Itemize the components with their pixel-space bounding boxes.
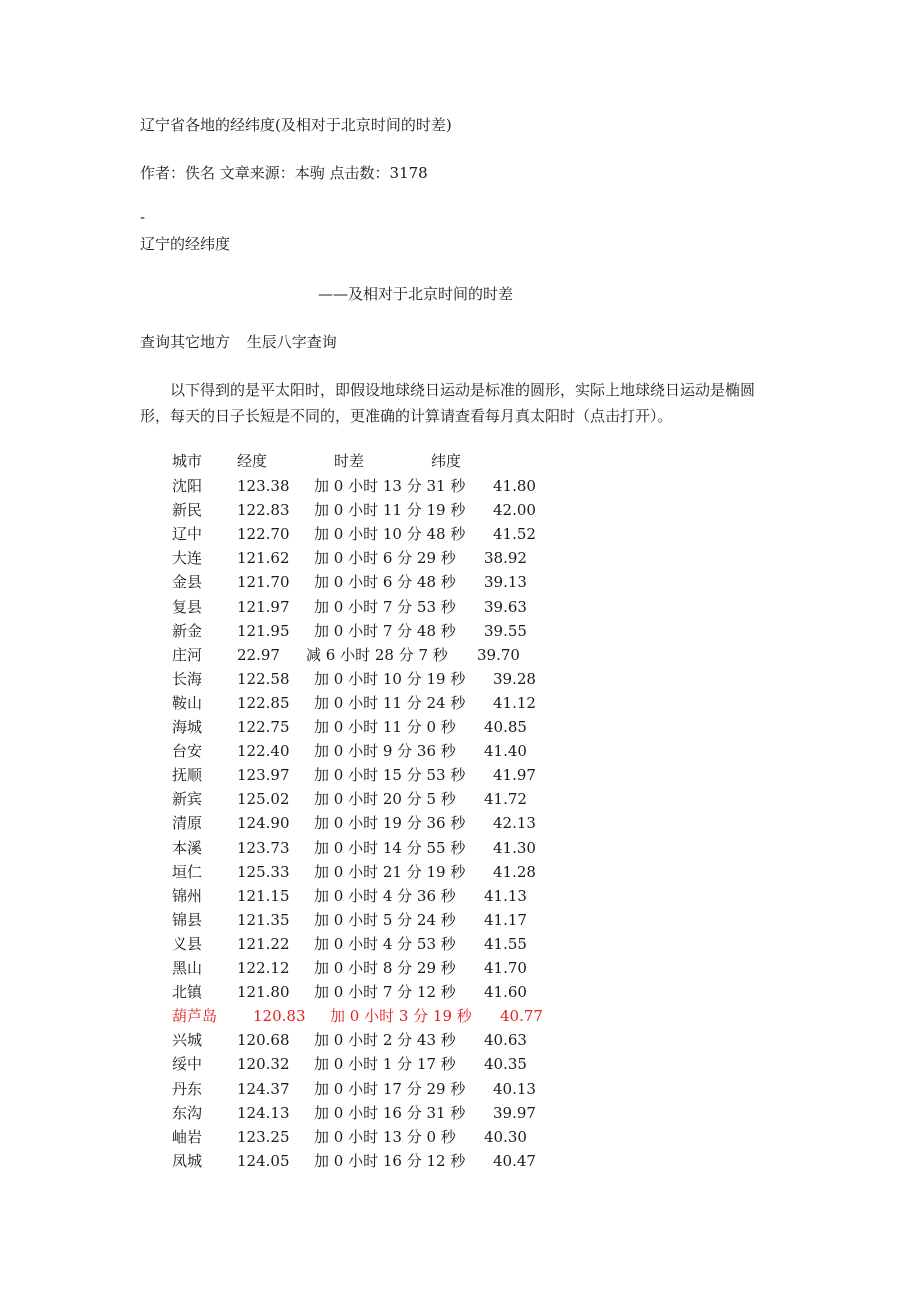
cell-city: 黑山 (172, 959, 203, 977)
cell-latitude: 41.55 (484, 935, 527, 953)
table-row (0, 863, 920, 887)
cell-time-diff: 加 0 小时 20 分 5 秒 (314, 790, 456, 808)
cell-city: 凤城 (172, 1152, 203, 1170)
header-city: 城市 (172, 452, 203, 470)
header-longitude: 经度 (237, 452, 268, 470)
cell-longitude: 124.13 (237, 1104, 290, 1122)
cell-longitude: 121.95 (237, 622, 290, 640)
cell-latitude: 40.30 (484, 1128, 527, 1146)
cell-latitude: 41.52 (493, 525, 536, 543)
links-line (140, 333, 337, 351)
table-row (0, 911, 920, 935)
cell-city: 锦州 (172, 887, 203, 905)
cell-city: 新民 (172, 501, 203, 519)
cell-city: 海城 (172, 718, 203, 736)
cell-time-diff: 加 0 小时 3 分 19 秒 (330, 1007, 472, 1025)
cell-longitude: 122.70 (237, 525, 290, 543)
cell-time-diff: 加 0 小时 14 分 55 秒 (314, 839, 466, 857)
cell-longitude: 121.22 (237, 935, 290, 953)
cell-city: 绥中 (172, 1055, 203, 1073)
cell-latitude: 40.47 (493, 1152, 536, 1170)
cell-longitude: 125.02 (237, 790, 290, 808)
cell-city: 台安 (172, 742, 203, 760)
cell-city: 金县 (172, 573, 203, 591)
cell-latitude: 39.13 (484, 573, 527, 591)
table-row (0, 1031, 920, 1055)
cell-latitude: 41.17 (484, 911, 527, 929)
cell-city: 抚顺 (172, 766, 203, 784)
table-row (0, 887, 920, 911)
cell-city: 锦县 (172, 911, 203, 929)
table-row (0, 573, 920, 597)
cell-time-diff: 加 0 小时 5 分 24 秒 (314, 911, 456, 929)
cell-time-diff: 加 0 小时 10 分 48 秒 (314, 525, 466, 543)
cell-longitude: 121.62 (237, 549, 290, 567)
table-row (0, 670, 920, 694)
cell-city: 新金 (172, 622, 203, 640)
cell-time-diff: 加 0 小时 7 分 12 秒 (314, 983, 456, 1001)
table-row (0, 1007, 920, 1031)
cell-latitude: 40.13 (493, 1080, 536, 1098)
cell-time-diff: 加 0 小时 16 分 12 秒 (314, 1152, 466, 1170)
cell-city: 复县 (172, 598, 203, 616)
table-row (0, 790, 920, 814)
cell-city: 葫芦岛 (172, 1007, 218, 1025)
cell-city: 大连 (172, 549, 203, 567)
cell-city: 辽中 (172, 525, 203, 543)
cell-longitude: 123.97 (237, 766, 290, 784)
cell-city: 兴城 (172, 1031, 203, 1049)
cell-longitude: 22.97 (237, 646, 280, 664)
cell-time-diff: 加 0 小时 1 分 17 秒 (314, 1055, 456, 1073)
cell-time-diff: 加 0 小时 6 分 48 秒 (314, 573, 456, 591)
table-row (0, 839, 920, 863)
cell-time-diff: 加 0 小时 11 分 24 秒 (314, 694, 466, 712)
intro-paragraph: 以下得到的是平太阳时，即假设地球绕日运动是标准的圆形，实际上地球绕日运动是椭圆形，每天的日子长短是不同的，更准确的计算请查看每月真太阳时（点击打开）。 (140, 381, 756, 425)
cell-city: 岫岩 (172, 1128, 203, 1146)
table-row (0, 501, 920, 525)
table-row (0, 814, 920, 838)
cell-latitude: 41.60 (484, 983, 527, 1001)
cell-longitude: 122.83 (237, 501, 290, 519)
cell-longitude: 122.58 (237, 670, 290, 688)
table-row (0, 1152, 920, 1176)
cell-latitude: 41.80 (493, 477, 536, 495)
cell-time-diff: 加 0 小时 4 分 36 秒 (314, 887, 456, 905)
cell-longitude: 121.35 (237, 911, 290, 929)
cell-latitude: 41.13 (484, 887, 527, 905)
cell-time-diff: 加 0 小时 7 分 48 秒 (314, 622, 456, 640)
cell-longitude: 120.32 (237, 1055, 290, 1073)
header-time-diff: 时差 (334, 452, 365, 470)
cell-time-diff: 加 0 小时 17 分 29 秒 (314, 1080, 466, 1098)
cell-city: 丹东 (172, 1080, 203, 1098)
article-meta: 作者：佚名 文章来源：本驹 点击数：3178 (140, 164, 428, 182)
cell-time-diff: 加 0 小时 16 分 31 秒 (314, 1104, 466, 1122)
cell-city: 义县 (172, 935, 203, 953)
cell-longitude: 122.40 (237, 742, 290, 760)
cell-time-diff: 加 0 小时 4 分 53 秒 (314, 935, 456, 953)
cell-longitude: 122.85 (237, 694, 290, 712)
cell-longitude: 123.73 (237, 839, 290, 857)
cell-latitude: 41.12 (493, 694, 536, 712)
cell-latitude: 39.63 (484, 598, 527, 616)
table-row (0, 1080, 920, 1104)
cell-longitude: 123.38 (237, 477, 290, 495)
cell-longitude: 120.68 (237, 1031, 290, 1049)
cell-latitude: 41.28 (493, 863, 536, 881)
cell-latitude: 41.70 (484, 959, 527, 977)
cell-longitude: 125.33 (237, 863, 290, 881)
cell-latitude: 39.97 (493, 1104, 536, 1122)
link-bazi[interactable]: 生辰八字查询 (246, 333, 337, 351)
page-title: 辽宁省各地的经纬度(及相对于北京时间的时差) (140, 116, 452, 134)
table-row (0, 549, 920, 573)
cell-latitude: 42.00 (493, 501, 536, 519)
cell-city: 垣仁 (172, 863, 203, 881)
cell-city: 清原 (172, 814, 203, 832)
cell-city: 沈阳 (172, 477, 203, 495)
cell-time-diff: 加 0 小时 13 分 0 秒 (314, 1128, 456, 1146)
table-row (0, 477, 920, 501)
cell-city: 长海 (172, 670, 203, 688)
cell-longitude: 121.97 (237, 598, 290, 616)
section-heading: 辽宁的经纬度 (140, 235, 231, 253)
cell-time-diff: 加 0 小时 7 分 53 秒 (314, 598, 456, 616)
cell-latitude: 40.85 (484, 718, 527, 736)
table-row (0, 525, 920, 549)
cell-time-diff: 加 0 小时 21 分 19 秒 (314, 863, 466, 881)
cell-latitude: 41.30 (493, 839, 536, 857)
cell-latitude: 39.55 (484, 622, 527, 640)
cell-time-diff: 加 0 小时 10 分 19 秒 (314, 670, 466, 688)
table-row (0, 983, 920, 1007)
cell-time-diff: 加 0 小时 2 分 43 秒 (314, 1031, 456, 1049)
cell-latitude: 38.92 (484, 549, 527, 567)
cell-city: 新宾 (172, 790, 203, 808)
cell-latitude: 39.70 (477, 646, 520, 664)
cell-time-diff: 减 6 小时 28 分 7 秒 (306, 646, 448, 664)
cell-time-diff: 加 0 小时 11 分 19 秒 (314, 501, 466, 519)
table-row (0, 718, 920, 742)
cell-longitude: 123.25 (237, 1128, 290, 1146)
table-row (0, 959, 920, 983)
cell-longitude: 121.15 (237, 887, 290, 905)
cell-longitude: 122.75 (237, 718, 290, 736)
cell-longitude: 124.37 (237, 1080, 290, 1098)
table-row (0, 742, 920, 766)
table-row (0, 1055, 920, 1079)
cell-longitude: 120.83 (253, 1007, 306, 1025)
cell-time-diff: 加 0 小时 6 分 29 秒 (314, 549, 456, 567)
cell-city: 庄河 (172, 646, 203, 664)
table-row (0, 935, 920, 959)
table-row (0, 766, 920, 790)
cell-latitude: 39.28 (493, 670, 536, 688)
cell-longitude: 124.90 (237, 814, 290, 832)
section-subheading: ——及相对于北京时间的时差 (318, 285, 514, 303)
cell-time-diff: 加 0 小时 9 分 36 秒 (314, 742, 456, 760)
cell-latitude: 40.77 (500, 1007, 543, 1025)
cell-longitude: 122.12 (237, 959, 290, 977)
cell-city: 东沟 (172, 1104, 203, 1122)
cell-city: 北镇 (172, 983, 203, 1001)
cell-city: 鞍山 (172, 694, 203, 712)
table-row (0, 622, 920, 646)
table-header (0, 452, 920, 476)
cell-latitude: 41.97 (493, 766, 536, 784)
cell-time-diff: 加 0 小时 15 分 53 秒 (314, 766, 466, 784)
table-row (0, 694, 920, 718)
cell-latitude: 42.13 (493, 814, 536, 832)
cell-longitude: 121.80 (237, 983, 290, 1001)
cell-longitude: 124.05 (237, 1152, 290, 1170)
header-latitude: 纬度 (431, 452, 462, 470)
table-row (0, 598, 920, 622)
cell-latitude: 41.40 (484, 742, 527, 760)
cell-time-diff: 加 0 小时 13 分 31 秒 (314, 477, 466, 495)
cell-latitude: 40.35 (484, 1055, 527, 1073)
link-other-places[interactable]: 查询其它地方 (140, 333, 231, 351)
cell-latitude: 40.63 (484, 1031, 527, 1049)
cell-time-diff: 加 0 小时 11 分 0 秒 (314, 718, 456, 736)
cell-longitude: 121.70 (237, 573, 290, 591)
table-row (0, 646, 920, 670)
cell-city: 本溪 (172, 839, 203, 857)
cell-latitude: 41.72 (484, 790, 527, 808)
table-row (0, 1104, 920, 1128)
dash-mark: - (140, 208, 146, 226)
cell-time-diff: 加 0 小时 19 分 36 秒 (314, 814, 466, 832)
cell-time-diff: 加 0 小时 8 分 29 秒 (314, 959, 456, 977)
table-row (0, 1128, 920, 1152)
